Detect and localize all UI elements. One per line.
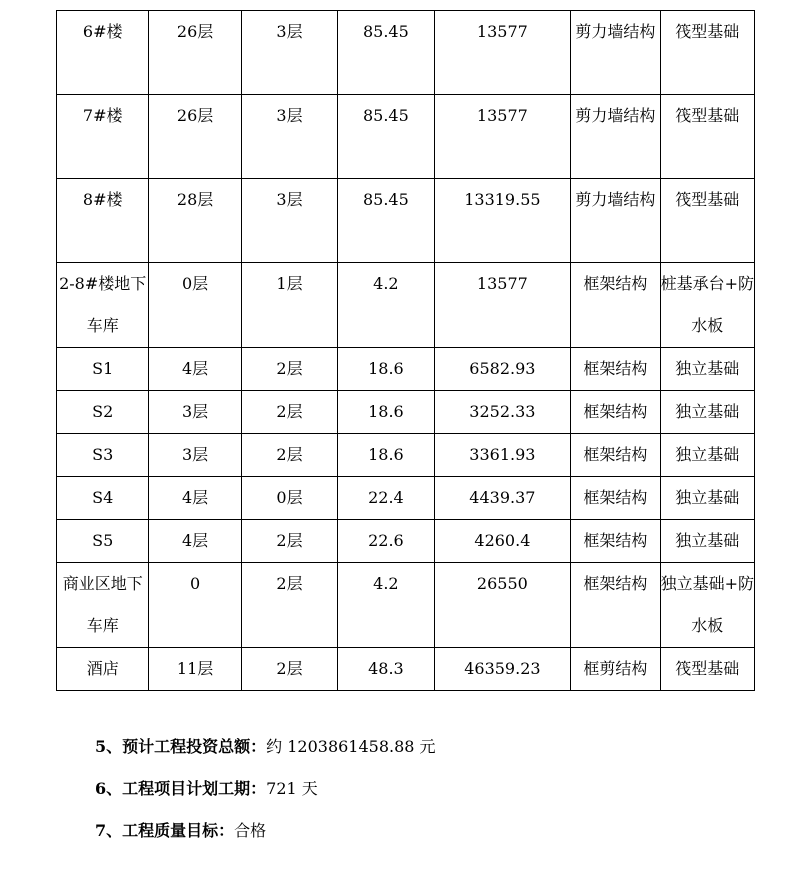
floors-below-cell: 1层: [241, 263, 337, 348]
height-cell: 85.45: [338, 179, 434, 263]
floors-below-cell: 0层: [241, 477, 337, 520]
height-cell: 18.6: [338, 391, 434, 434]
area-cell: 3252.33: [434, 391, 571, 434]
building-name-cell: 2-8#楼地下车库: [57, 263, 149, 348]
floors-above-cell: 3层: [149, 434, 241, 477]
note-label: 7、工程质量目标：: [95, 821, 235, 840]
area-cell: 4260.4: [434, 520, 571, 563]
floors-above-cell: 4层: [149, 348, 241, 391]
note-label: 6、工程项目计划工期：: [95, 779, 267, 798]
height-cell: 4.2: [338, 563, 434, 648]
height-cell: 22.4: [338, 477, 434, 520]
table-row: [57, 434, 755, 477]
area-cell: 13577: [434, 11, 571, 95]
floors-below-cell: 2层: [241, 563, 337, 648]
area-cell: 4439.37: [434, 477, 571, 520]
foundation-cell: 独立基础: [660, 348, 754, 391]
note-value: 721 天: [266, 779, 318, 798]
floors-above-cell: 0层: [149, 263, 241, 348]
building-spec-table: [56, 10, 755, 691]
area-cell: 13319.55: [434, 179, 571, 263]
structure-cell: 剪力墙结构: [571, 179, 660, 263]
floors-above-cell: 26层: [149, 11, 241, 95]
note-value: 约 1203861458.88 元: [266, 737, 436, 756]
floors-above-cell: 11层: [149, 648, 241, 691]
floors-below-cell: 2层: [241, 648, 337, 691]
structure-cell: 剪力墙结构: [571, 11, 660, 95]
structure-cell: 框架结构: [571, 434, 660, 477]
structure-cell: 框架结构: [571, 520, 660, 563]
height-cell: 85.45: [338, 95, 434, 179]
floors-above-cell: 3层: [149, 391, 241, 434]
investment-note: [95, 726, 436, 768]
table-row: [57, 11, 755, 95]
structure-cell: 框架结构: [571, 348, 660, 391]
foundation-cell: 桩基承台+防水板: [660, 263, 754, 348]
floors-below-cell: 3层: [241, 179, 337, 263]
table-row: [57, 179, 755, 263]
structure-cell: 框架结构: [571, 391, 660, 434]
area-cell: 6582.93: [434, 348, 571, 391]
schedule-note: [95, 768, 436, 810]
building-name-cell: S3: [57, 434, 149, 477]
floors-below-cell: 3层: [241, 11, 337, 95]
foundation-cell: 筏型基础: [660, 11, 754, 95]
building-name-cell: S1: [57, 348, 149, 391]
structure-cell: 框架结构: [571, 563, 660, 648]
floors-above-cell: 28层: [149, 179, 241, 263]
floors-below-cell: 3层: [241, 95, 337, 179]
foundation-cell: 独立基础: [660, 434, 754, 477]
table-row: [57, 348, 755, 391]
height-cell: 22.6: [338, 520, 434, 563]
building-name-cell: 酒店: [57, 648, 149, 691]
structure-cell: 剪力墙结构: [571, 95, 660, 179]
height-cell: 18.6: [338, 348, 434, 391]
floors-below-cell: 2层: [241, 391, 337, 434]
foundation-cell: 独立基础: [660, 477, 754, 520]
height-cell: 4.2: [338, 263, 434, 348]
floors-above-cell: 0: [149, 563, 241, 648]
area-cell: 3361.93: [434, 434, 571, 477]
table-row: [57, 477, 755, 520]
area-cell: 13577: [434, 263, 571, 348]
building-name-cell: 商业区地下车库: [57, 563, 149, 648]
note-label: 5、预计工程投资总额：: [95, 737, 267, 756]
floors-above-cell: 4层: [149, 477, 241, 520]
floors-below-cell: 2层: [241, 434, 337, 477]
quality-note: [95, 810, 436, 852]
table-row: [57, 263, 755, 348]
table-row: [57, 520, 755, 563]
table-row: [57, 391, 755, 434]
building-name-cell: S5: [57, 520, 149, 563]
area-cell: 13577: [434, 95, 571, 179]
foundation-cell: 独立基础: [660, 391, 754, 434]
foundation-cell: 独立基础: [660, 520, 754, 563]
structure-cell: 框架结构: [571, 477, 660, 520]
floors-above-cell: 4层: [149, 520, 241, 563]
height-cell: 18.6: [338, 434, 434, 477]
table-row: [57, 563, 755, 648]
note-value: 合格: [234, 821, 267, 840]
building-name-cell: S2: [57, 391, 149, 434]
structure-cell: 框剪结构: [571, 648, 660, 691]
floors-below-cell: 2层: [241, 520, 337, 563]
building-name-cell: 8#楼: [57, 179, 149, 263]
building-name-cell: 6#楼: [57, 11, 149, 95]
project-notes: [95, 726, 436, 852]
foundation-cell: 筏型基础: [660, 648, 754, 691]
table-row: [57, 95, 755, 179]
table-row: [57, 648, 755, 691]
height-cell: 85.45: [338, 11, 434, 95]
building-name-cell: S4: [57, 477, 149, 520]
height-cell: 48.3: [338, 648, 434, 691]
area-cell: 46359.23: [434, 648, 571, 691]
foundation-cell: 筏型基础: [660, 179, 754, 263]
building-name-cell: 7#楼: [57, 95, 149, 179]
structure-cell: 框架结构: [571, 263, 660, 348]
foundation-cell: 筏型基础: [660, 95, 754, 179]
foundation-cell: 独立基础+防水板: [660, 563, 754, 648]
floors-above-cell: 26层: [149, 95, 241, 179]
area-cell: 26550: [434, 563, 571, 648]
floors-below-cell: 2层: [241, 348, 337, 391]
